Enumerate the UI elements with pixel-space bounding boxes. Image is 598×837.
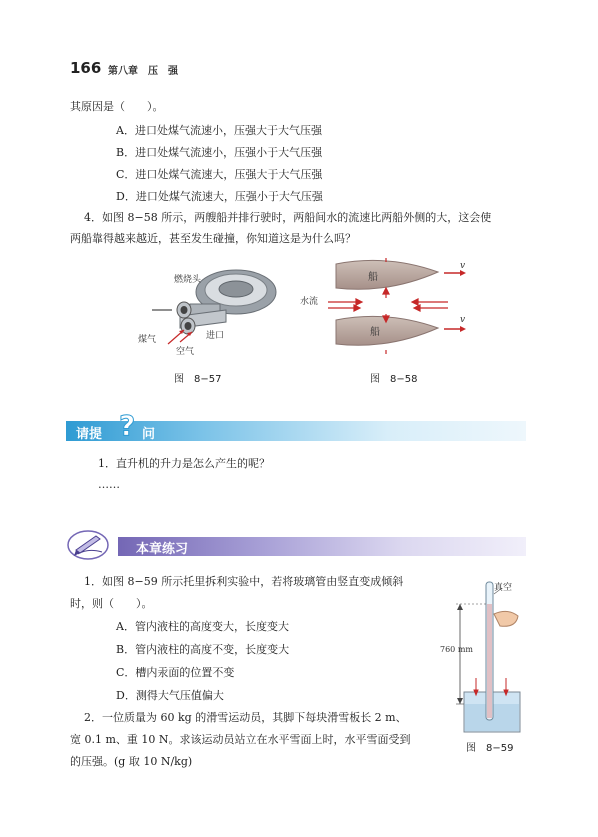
label-v-bottom: v (460, 315, 466, 325)
exercise-1-option-d: D．测得大气压值偏大 (116, 689, 224, 702)
hand (494, 611, 518, 626)
burner-hole (219, 281, 253, 297)
exercise-1-line2: 时，则（ ）。 (70, 597, 153, 610)
label-v-top: v (460, 261, 466, 271)
chapter-title: 第八章 压 强 (108, 66, 178, 77)
exercise-2-line1: 2．一位质量为 60 kg 的滑雪运动员，其脚下每块滑雪板长 2 m、 (84, 711, 407, 724)
figure-8-57 (128, 256, 280, 360)
pen-book-icon (66, 526, 110, 562)
q3-option-d: D．进口处煤气流速大，压强小于大气压强 (116, 190, 323, 203)
exercise-banner-title: 本章练习 (136, 542, 189, 557)
label-burner: 燃烧头 (174, 275, 202, 285)
boat-top (336, 260, 438, 289)
chapter-exercise-banner (118, 537, 526, 556)
q3-option-a: A．进口处煤气流速小，压强大于大气压强 (116, 124, 322, 137)
label-boat-bottom: 船 (370, 327, 380, 338)
ask-banner-title-left: 请提 (76, 427, 103, 442)
ask-question-1: 1．直升机的升力是怎么产生的呢？ (98, 457, 270, 470)
fig59-caption: 图 8−59 (466, 743, 514, 754)
ask-question-banner (66, 409, 526, 442)
exercise-2-line3: 的压强。(g 取 10 N/kg) (70, 755, 193, 768)
page-number: 166 (70, 59, 102, 77)
exercise-1-option-b: B．管内液柱的高度不变，长度变大 (116, 643, 290, 656)
exercise-2-line2: 宽 0.1 m、重 10 N。求该运动员站立在水平雪面上时，水平雪面受到 (70, 733, 411, 746)
label-water-flow: 水流 (300, 297, 319, 307)
fig57-caption: 图 8−57 (174, 374, 222, 385)
exercise-1-option-a: A．管内液柱的高度变大，长度变大 (116, 620, 289, 633)
q4-line2: 两船靠得越来越近，甚至发生碰撞，你知道这是为什么吗？ (70, 232, 356, 245)
question-mark-icon: ? (119, 409, 136, 442)
mercury-column (487, 604, 492, 718)
label-air: 空气 (176, 347, 195, 357)
ask-banner-title-right: 问 (142, 427, 156, 442)
figure-8-58 (298, 258, 496, 358)
fig58-caption: 图 8−58 (370, 374, 418, 385)
figure-8-59 (438, 574, 538, 734)
label-gas: 煤气 (138, 335, 157, 345)
q4-line1: 4．如图 8−58 所示，两艘船并排行驶时，两船间水的流速比两船外侧的大，这会使 (84, 211, 492, 224)
label-inlet: 进口 (206, 331, 225, 341)
label-boat-top: 船 (368, 272, 378, 283)
ask-more: …… (98, 478, 120, 491)
q3-stem-end: 其原因是（ ）。 (70, 100, 164, 113)
q3-option-b: B．进口处煤气流速小，压强小于大气压强 (116, 146, 323, 159)
label-760mm: 760 mm (440, 645, 473, 654)
label-vacuum: 真空 (494, 583, 513, 593)
exercise-1-line1: 1．如图 8−59 所示托里拆利实验中，若将玻璃管由竖直变成倾斜 (84, 575, 404, 588)
exercise-1-option-c: C．槽内汞面的位置不变 (116, 666, 235, 679)
q3-option-c: C．进口处煤气流速大，压强大于大气压强 (116, 168, 323, 181)
